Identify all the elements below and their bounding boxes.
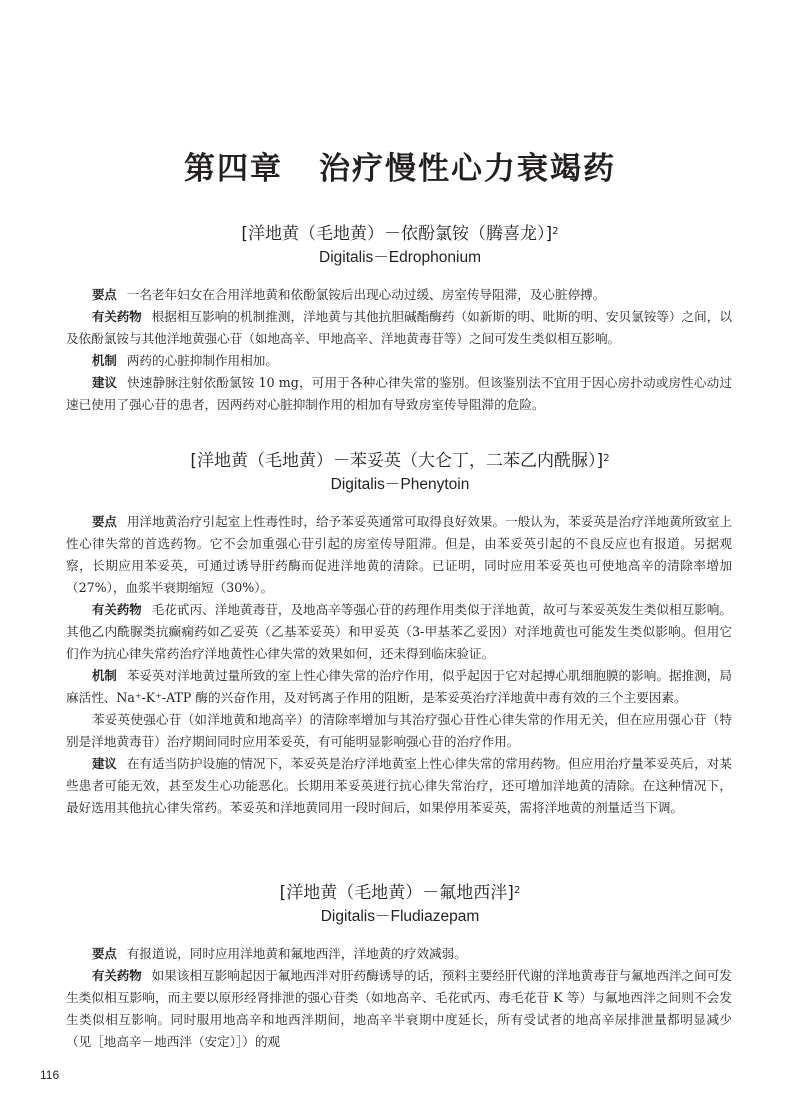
entry-heading-edrophonium [0, 223, 800, 268]
section-label: 机制 [92, 353, 117, 368]
entry-title-en: Digitalis－Phenytoin [330, 476, 470, 493]
section-label: 要点 [92, 514, 117, 529]
entry-heading-phenytoin [0, 450, 800, 495]
paragraph-mechanism: 机制 苯妥英对洋地黄过量所致的室上性心律失常的治疗作用，似乎起因于它对起搏心肌细胞膜的影响。据推测，局麻活性、Na⁺-K⁺-ATP 酶的兴奋作用，及对钙离子作用的阻断，是苯妥英治疗洋地黄中毒有效的三个主要因素。 [66, 668, 733, 705]
paragraph-key-point: 要点 有报道说，同时应用洋地黄和氟地西泮，洋地黄的疗效减弱。 [92, 946, 467, 961]
entry-title-zh: [洋地黄（毛地黄）－氟地西泮]$^2$ [279, 883, 521, 903]
chapter-title [0, 143, 800, 188]
entry-title-en: Digitalis－Edrophonium [319, 249, 481, 266]
paragraph-related-drugs: 有关药物 毛花甙丙、洋地黄毒苷，及地高辛等强心苷的药理作用类似于洋地黄，故可与苯妥英发生类似相互影响。其他乙内酰脲类抗癫痫药如乙妥英（乙基苯妥英）和甲妥英（3-甲基苯乙妥因）对洋地黄也可能发生类似影响。但用它们作为抗心律失常药治疗洋地黄性心律失常的效果如何，还未得到临床验证。 [66, 602, 733, 661]
paragraph-related-drugs: 有关药物 如果该相互影响起因于氟地西泮对肝药酶诱导的话，预料主要经肝代谢的洋地黄毒苷与氟地西泮之间可发生类似相互影响，而主要以原形经肾排泄的强心苷类（如地高辛、毛花甙丙、毒毛花苷 K 等）与氟地西泮之间则不会发生类似相互影响。同时服用地高辛和地西泮期间，地高辛半衰期中度延长，所有受试者的地高辛尿排泄量都明显减少（见［地高辛－地西泮（安定）］）的观 [66, 968, 733, 1049]
evidence-level: 2 [513, 885, 521, 896]
entry-title-zh: [洋地黄（毛地黄）－苯妥英（大仑丁，二苯乙内酰脲）]$^2$ [190, 451, 610, 471]
paragraph-key-point: 要点 用洋地黄治疗引起室上性毒性时，给予苯妥英通常可取得良好效果。一般认为，苯妥英是治疗洋地黄所致室上性心律失常的首选药物。它不会加重强心苷引起的房室传导阻滞。但是，由苯妥英引起的不良反应也有报道。另据观察，长期应用苯妥英，可通过诱导肝药酶而促进洋地黄的清除。已证明，同时应用苯妥英也可使地高辛的清除率增加（27%），血浆半衰期缩短（30%）。 [66, 514, 733, 595]
evidence-level: 2 [552, 226, 559, 237]
entry-title-en: Digitalis－Fludiazepam [320, 908, 480, 925]
section-label: 有关药物 [92, 602, 142, 617]
section-label: 有关药物 [92, 309, 142, 324]
paragraph-recommendation: 建议 快速静脉注射依酚氯铵 10 mg，可用于各种心律失常的鉴别。但该鉴别法不宜用于因心房扑动或房性心动过速已使用了强心苷的患者，因两药对心脏抑制作用的相加有导致房室传导阻滞的危险。 [66, 375, 732, 412]
entry-title-zh: [洋地黄（毛地黄）－依酚氯铵（腾喜龙）]$^2$ [241, 224, 559, 244]
section-label: 建议 [92, 756, 117, 771]
paragraph-mechanism-continued: 苯妥英使强心苷（如洋地黄和地高辛）的清除率增加与其治疗强心苷性心律失常的作用无关，但在应用强心苷（特别是洋地黄毒苷）治疗期间同时应用苯妥英，有可能明显影响强心苷的治疗作用。 [66, 712, 732, 749]
section-label: 建议 [92, 375, 118, 390]
entry-heading-fludiazepam [0, 882, 800, 927]
chapter-name: 治疗慢性心力衰竭药 [319, 151, 616, 187]
paragraph-related-drugs: 有关药物 根据相互影响的机制推测，洋地黄与其他抗胆碱酯酶药（如新斯的明、吡斯的明、安贝氯铵等）之间，以及依酚氯铵与其他洋地黄强心苷（如地高辛、甲地高辛、洋地黄毒苷等）之间可发生类似相互影响。 [66, 309, 733, 346]
section-label: 机制 [92, 668, 117, 683]
entry-body-fludiazepam [66, 943, 732, 1053]
entry-body-phenytoin [66, 511, 732, 819]
section-label: 要点 [92, 946, 117, 961]
chapter-number: 第四章 [184, 151, 283, 187]
page-number: 116 [40, 1068, 60, 1082]
evidence-level: 2 [603, 453, 610, 464]
section-label: 要点 [92, 287, 117, 302]
entry-body-edrophonium [66, 284, 732, 416]
paragraph-key-point: 要点 一名老年妇女在合用洋地黄和依酚氯铵后出现心动过缓、房室传导阻滞，及心脏停搏。 [92, 287, 606, 302]
section-label: 有关药物 [92, 968, 142, 983]
paragraph-recommendation: 建议 在有适当防护设施的情况下，苯妥英是治疗洋地黄室上性心律失常的常用药物。但应用治疗量苯妥英后，对某些患者可能无效，甚至发生心功能恶化。长期用苯妥英进行抗心律失常治疗，还可增加洋地黄的清除。在这种情况下，最好选用其他抗心律失常药。苯妥英和洋地黄同用一段时间后，如果停用苯妥英，需将洋地黄的剂量适当下调。 [66, 756, 733, 815]
paragraph-mechanism: 机制 两药的心脏抑制作用相加。 [92, 353, 278, 368]
